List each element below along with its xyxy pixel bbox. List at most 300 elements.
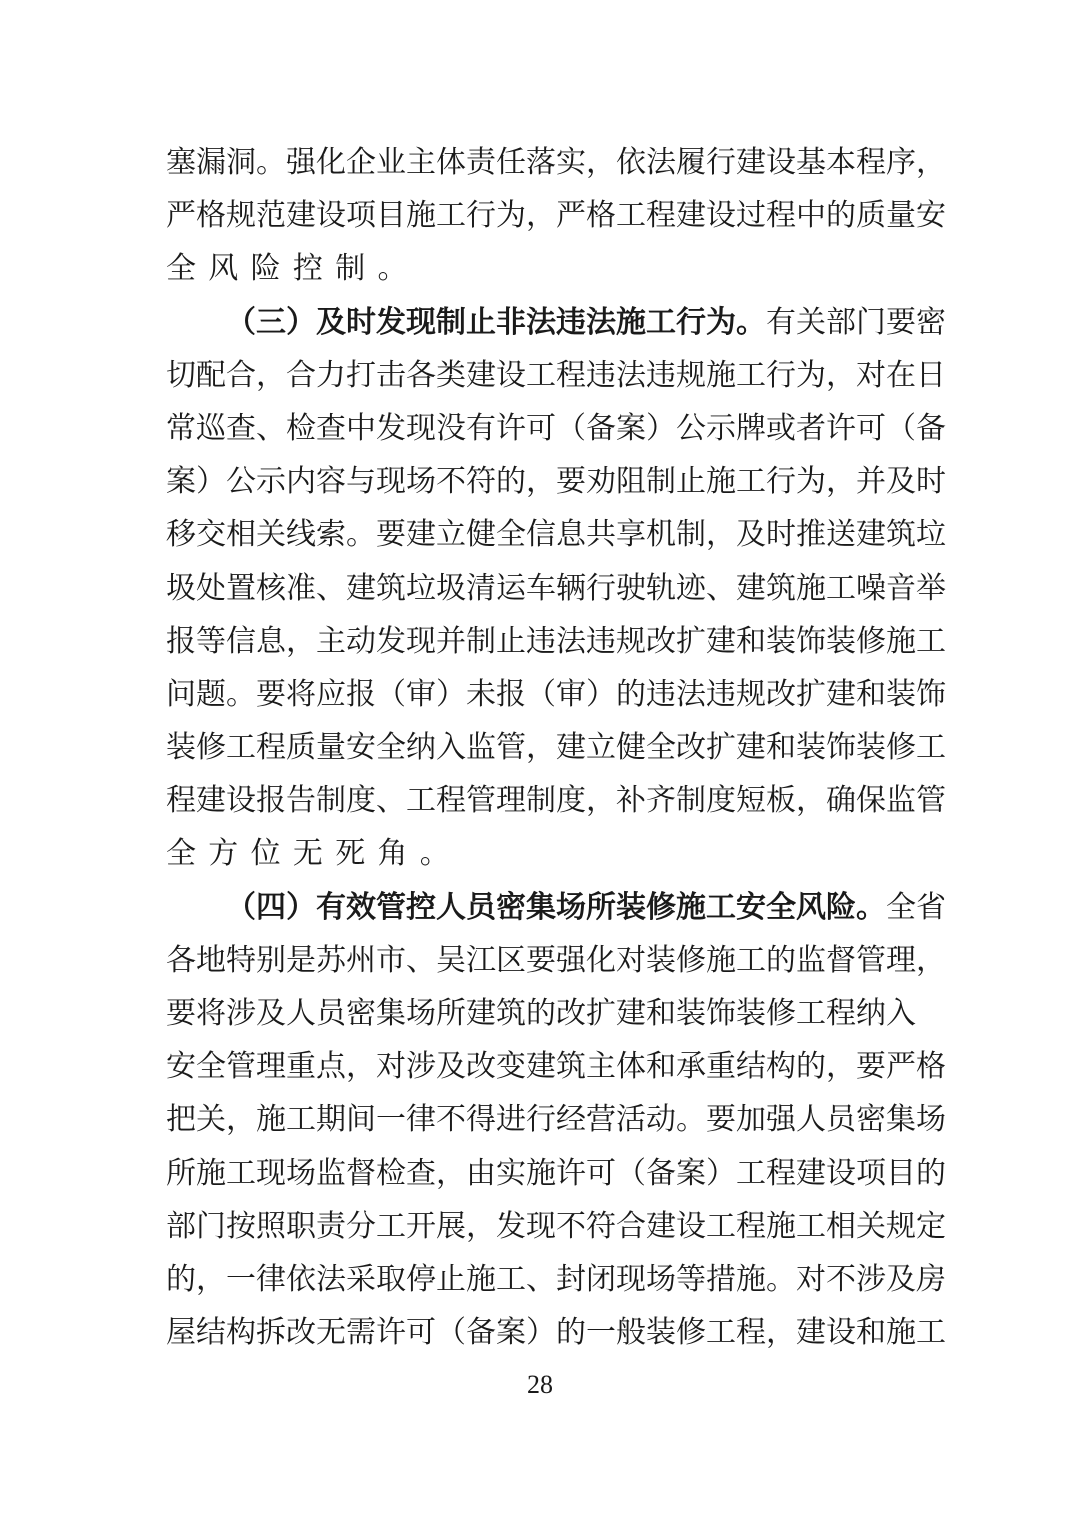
- text-char: 涉: [406, 1049, 436, 1085]
- text-char: 、: [406, 942, 436, 978]
- text-char: 要: [376, 517, 406, 553]
- text-char: 工: [706, 1315, 736, 1351]
- text-char: 本: [826, 145, 856, 180]
- text-char: 及: [736, 517, 766, 553]
- text-char: 规: [616, 623, 646, 659]
- heading-char: 非: [496, 304, 526, 340]
- text-char: 程: [826, 996, 856, 1031]
- text-char: 饰: [706, 996, 736, 1031]
- text-char: 置: [226, 570, 256, 606]
- text-char: 查: [316, 410, 346, 446]
- text-char: 体: [436, 145, 466, 180]
- text-char: 监: [466, 730, 496, 766]
- text-char: ，: [286, 623, 316, 659]
- text-line: [166, 1093, 946, 1146]
- text-line: [166, 508, 946, 561]
- text-char: 项: [346, 198, 376, 234]
- text-char: 督: [346, 1155, 376, 1191]
- text-char: 程: [856, 145, 886, 180]
- text-char: 筑: [556, 1049, 586, 1085]
- heading-char: 三: [256, 304, 286, 340]
- text-char: 类: [436, 357, 466, 393]
- text-char: 落: [526, 145, 556, 180]
- text-char: 有: [466, 410, 496, 446]
- text-char: 筑: [376, 570, 406, 606]
- text-char: ，: [706, 517, 736, 553]
- text-char: 动: [646, 1102, 676, 1138]
- text-char: 程: [166, 783, 196, 819]
- text-char: 密: [856, 1102, 886, 1138]
- text-char: 部: [166, 1208, 196, 1244]
- heading-char: 止: [466, 304, 496, 340]
- text-char: 纳: [856, 996, 886, 1031]
- text-char: 依: [616, 145, 646, 180]
- heading-char: 所: [586, 889, 616, 925]
- text-char: 分: [346, 1208, 376, 1244]
- text-char: 行: [766, 464, 796, 500]
- text-char: ）: [436, 676, 466, 712]
- text-char: 要: [166, 996, 196, 1031]
- text-char: （: [556, 410, 586, 446]
- text-char: ，: [586, 783, 616, 819]
- heading-char: 时: [346, 304, 376, 340]
- heading-char: 四: [256, 889, 286, 925]
- text-char: 设: [496, 357, 526, 393]
- text-char: 施: [706, 942, 736, 978]
- text-char: 许: [496, 410, 526, 446]
- text-char: 场: [916, 1102, 946, 1138]
- text-char: 为: [496, 198, 526, 234]
- text-char: 进: [496, 1102, 526, 1138]
- text-char: 工: [736, 357, 766, 393]
- text-char: 违: [586, 357, 616, 393]
- text-char: 工: [916, 623, 946, 659]
- text-char: ，: [466, 1208, 496, 1244]
- text-char: 定: [916, 1208, 946, 1244]
- text-char: 行: [586, 570, 616, 606]
- text-line: [166, 615, 946, 668]
- text-char: 制: [676, 517, 706, 553]
- text-char: 制: [646, 464, 676, 500]
- text-char: 照: [256, 1208, 286, 1244]
- text-char: 由: [466, 1155, 496, 1191]
- text-char: 集: [376, 996, 406, 1031]
- heading-char: 法: [526, 304, 556, 340]
- text-char: 及: [256, 996, 286, 1031]
- text-char: （: [436, 1315, 466, 1351]
- text-char: 和: [856, 676, 886, 712]
- text-char: 装: [796, 730, 826, 766]
- text-char: 履: [676, 145, 706, 180]
- heading-char: 制: [436, 304, 466, 340]
- text-line: [166, 881, 946, 934]
- text-char: 场: [406, 996, 436, 1031]
- text-char: 及: [886, 464, 916, 500]
- text-char: 现: [616, 1261, 646, 1297]
- text-char: 结: [196, 1315, 226, 1351]
- heading-char: 工: [646, 304, 676, 340]
- text-char: 审: [556, 676, 586, 712]
- heading-char: 现: [406, 304, 436, 340]
- text-char: 与: [346, 464, 376, 500]
- text-char: 为: [796, 464, 826, 500]
- text-char: 处: [196, 570, 226, 606]
- text-char: 地: [196, 942, 226, 978]
- text-char: 板: [766, 783, 796, 819]
- text-char: 工: [736, 1155, 766, 1191]
- text-char: 全: [196, 1049, 226, 1085]
- text-char: 的: [826, 198, 856, 234]
- text-char: 保: [856, 783, 886, 819]
- text-char: 各: [406, 357, 436, 393]
- text-char: 质: [856, 198, 886, 234]
- text-char: 洞: [226, 145, 256, 180]
- text-char: 度: [706, 783, 736, 819]
- text-char: 发: [496, 1208, 526, 1244]
- heading-char: 。: [856, 889, 886, 925]
- text-char: 在: [886, 357, 916, 393]
- text-char: 工: [616, 198, 646, 234]
- text-char: 基: [796, 145, 826, 180]
- text-char: 建: [856, 517, 886, 553]
- text-char: 责: [316, 1208, 346, 1244]
- text-char: 违: [526, 623, 556, 659]
- text-char: 程: [646, 198, 676, 234]
- text-char: 发: [376, 410, 406, 446]
- text-char: 场: [286, 1155, 316, 1191]
- text-char: 立: [436, 517, 466, 553]
- text-char: 房: [916, 1261, 946, 1297]
- heading-char: ）: [286, 889, 316, 925]
- text-char: ，: [526, 198, 556, 234]
- text-char: 密: [916, 304, 946, 340]
- text-char: 施: [886, 623, 916, 659]
- text-char: 阻: [616, 464, 646, 500]
- text-char: 建: [526, 1049, 556, 1085]
- text-char: 理: [256, 1049, 286, 1085]
- text-char: 工: [226, 1155, 256, 1191]
- text-char: 许: [376, 1315, 406, 1351]
- heading-char: 修: [646, 889, 676, 925]
- text-char: 驶: [616, 570, 646, 606]
- text-char: 过: [736, 198, 766, 234]
- text-line: [166, 668, 946, 721]
- text-char: 采: [346, 1261, 376, 1297]
- text-char: 要: [256, 676, 286, 712]
- text-char: 程: [766, 1155, 796, 1191]
- text-char: 入: [886, 996, 916, 1031]
- text-char: 规: [886, 1208, 916, 1244]
- text-char: 改: [646, 623, 676, 659]
- text-char: 信: [226, 623, 256, 659]
- text-char: 监: [886, 783, 916, 819]
- text-char: 程: [766, 198, 796, 234]
- text-line: [166, 1147, 946, 1200]
- text-char: 人: [796, 1102, 826, 1138]
- text-char: 装: [736, 996, 766, 1031]
- text-char: 程: [256, 730, 286, 766]
- text-char: 的: [556, 1315, 586, 1351]
- text-line: [166, 136, 946, 189]
- text-char: 规: [736, 676, 766, 712]
- text-char: 常: [166, 410, 196, 446]
- text-char: 得: [466, 1102, 496, 1138]
- text-char: 止: [436, 1261, 466, 1297]
- text-char: 施: [736, 1261, 766, 1297]
- text-char: 送: [826, 517, 856, 553]
- text-char: 饰: [796, 623, 826, 659]
- text-char: 工: [376, 1208, 406, 1244]
- text-char: 示: [256, 464, 286, 500]
- text-char: 题: [196, 676, 226, 712]
- text-char: 息: [556, 517, 586, 553]
- text-char: 可: [526, 410, 556, 446]
- text-char: 准: [286, 570, 316, 606]
- text-char: 工: [736, 942, 766, 978]
- text-char: 责: [466, 145, 496, 180]
- text-char: 饰: [826, 730, 856, 766]
- text-char: 施: [766, 1208, 796, 1244]
- text-char: 施: [256, 1102, 286, 1138]
- text-char: 建: [196, 783, 226, 819]
- heading-char: （: [226, 304, 256, 340]
- text-char: 止: [676, 464, 706, 500]
- text-char: （: [376, 676, 406, 712]
- text-char: 合: [286, 357, 316, 393]
- text-char: ，: [526, 464, 556, 500]
- heading-char: 法: [586, 304, 616, 340]
- text-char: 员: [316, 996, 346, 1031]
- text-char: 人: [286, 996, 316, 1031]
- text-char: 公: [676, 410, 706, 446]
- text-char: 运: [496, 570, 526, 606]
- text-char: 修: [676, 1315, 706, 1351]
- heading-char: 安: [736, 889, 766, 925]
- text-char: 不: [826, 1261, 856, 1297]
- text-char: 装: [886, 676, 916, 712]
- text-char: 员: [826, 1102, 856, 1138]
- text-line: [166, 242, 916, 295]
- text-line: [166, 934, 946, 987]
- text-char: 实: [496, 1155, 526, 1191]
- text-char: 化: [586, 942, 616, 978]
- text-char: 工: [436, 198, 466, 234]
- text-char: 工: [826, 570, 856, 606]
- text-char: 装: [766, 623, 796, 659]
- text-char: 查: [406, 1155, 436, 1191]
- text-char: 程: [736, 1315, 766, 1351]
- text-char: 、: [376, 783, 406, 819]
- text-char: 管: [856, 942, 886, 978]
- heading-char: 全: [766, 889, 796, 925]
- text-char: 取: [376, 1261, 406, 1297]
- text-char: 行: [526, 1102, 556, 1138]
- text-char: 一: [226, 1261, 256, 1297]
- text-char: 建: [556, 730, 586, 766]
- text-char: 报: [496, 676, 526, 712]
- text-char: 规: [676, 357, 706, 393]
- heading-char: 效: [346, 889, 376, 925]
- text-char: 工: [706, 1208, 736, 1244]
- text-line: [166, 562, 946, 615]
- text-char: 工: [736, 464, 766, 500]
- text-char: 可: [586, 1155, 616, 1191]
- text-char: 法: [676, 676, 706, 712]
- text-char: 的: [766, 942, 796, 978]
- text-char: 报: [346, 676, 376, 712]
- text-char: 省: [916, 889, 946, 925]
- text-char: 纳: [406, 730, 436, 766]
- text-char: 度: [346, 783, 376, 819]
- text-char: 营: [586, 1102, 616, 1138]
- text-char: 修: [886, 730, 916, 766]
- text-char: 工: [286, 1102, 316, 1138]
- heading-char: 集: [526, 889, 556, 925]
- heading-char: 管: [376, 889, 406, 925]
- text-char: 建: [676, 198, 706, 234]
- text-char: 筑: [496, 996, 526, 1031]
- text-char: 案: [166, 464, 196, 500]
- text-char: 别: [256, 942, 286, 978]
- text-char: 部: [826, 304, 856, 340]
- text-char: 符: [586, 1208, 616, 1244]
- text-char: 行: [706, 145, 736, 180]
- text-char: 、: [706, 570, 736, 606]
- text-char: 确: [826, 783, 856, 819]
- text-char: 关: [856, 1208, 886, 1244]
- text-char: 关: [796, 304, 826, 340]
- text-char: 集: [886, 1102, 916, 1138]
- text-char: 、: [316, 570, 346, 606]
- heading-char: （: [226, 889, 256, 925]
- text-char: ，: [796, 783, 826, 819]
- text-char: 依: [286, 1261, 316, 1297]
- text-char: 装: [646, 1315, 676, 1351]
- text-char: 和: [646, 996, 676, 1031]
- text-char: 。: [226, 676, 256, 712]
- text-char: 不: [436, 464, 466, 500]
- text-char: 健: [616, 730, 646, 766]
- heading-char: 险: [826, 889, 856, 925]
- text-char: 按: [226, 1208, 256, 1244]
- text-char: 扩: [796, 676, 826, 712]
- text-char: 备: [646, 1155, 676, 1191]
- text-char: 补: [616, 783, 646, 819]
- text-char: 市: [376, 942, 406, 978]
- text-char: 制: [466, 623, 496, 659]
- text-char: 构: [766, 1049, 796, 1085]
- text-char: 修: [676, 942, 706, 978]
- text-char: 施: [466, 1261, 496, 1297]
- line-text: 全方位无死角。: [166, 836, 463, 872]
- text-char: 全: [496, 517, 526, 553]
- text-char: 措: [706, 1261, 736, 1297]
- text-char: 企: [346, 145, 376, 180]
- text-char: 交: [196, 517, 226, 553]
- text-char: 装: [676, 996, 706, 1031]
- text-char: 止: [496, 623, 526, 659]
- text-char: 。: [256, 145, 286, 180]
- text-char: 严: [556, 198, 586, 234]
- text-char: 场: [406, 464, 436, 500]
- text-char: 度: [556, 783, 586, 819]
- text-char: 密: [346, 996, 376, 1031]
- text-char: 涉: [856, 1261, 886, 1297]
- text-char: 扩: [706, 730, 736, 766]
- text-char: 噪: [856, 570, 886, 606]
- text-char: 和: [766, 730, 796, 766]
- text-char: 苏: [316, 942, 346, 978]
- text-char: 报: [256, 783, 286, 819]
- text-char: 要: [526, 942, 556, 978]
- text-char: 安: [916, 198, 946, 234]
- text-char: 中: [346, 410, 376, 446]
- text-char: （: [526, 676, 556, 712]
- heading-char: 装: [616, 889, 646, 925]
- text-char: 强: [286, 145, 316, 180]
- text-char: 切: [166, 357, 196, 393]
- text-char: 装: [826, 623, 856, 659]
- text-char: ，: [436, 1155, 466, 1191]
- text-line: [166, 349, 946, 402]
- text-char: 现: [526, 1208, 556, 1244]
- text-char: 违: [646, 357, 676, 393]
- text-char: 饰: [916, 676, 946, 712]
- text-char: 享: [616, 517, 646, 553]
- text-char: 制: [676, 783, 706, 819]
- text-char: 合: [226, 357, 256, 393]
- text-char: 备: [586, 410, 616, 446]
- text-char: 未: [466, 676, 496, 712]
- text-char: 是: [286, 942, 316, 978]
- text-char: 案: [496, 1315, 526, 1351]
- text-char: 清: [466, 570, 496, 606]
- text-char: 重: [706, 1049, 736, 1085]
- text-char: 封: [556, 1261, 586, 1297]
- text-char: ）: [196, 464, 226, 500]
- text-char: 检: [376, 1155, 406, 1191]
- text-char: 扩: [676, 623, 706, 659]
- text-char: 改: [766, 676, 796, 712]
- text-char: 配: [196, 357, 226, 393]
- text-char: 备: [916, 410, 946, 446]
- text-char: 劝: [586, 464, 616, 500]
- text-char: 关: [196, 1102, 226, 1138]
- text-char: 程: [556, 357, 586, 393]
- text-char: 制: [316, 783, 346, 819]
- text-char: 任: [496, 145, 526, 180]
- text-char: 需: [346, 1315, 376, 1351]
- text-char: 将: [196, 996, 226, 1031]
- text-char: 筑: [886, 517, 916, 553]
- text-line: [166, 827, 916, 880]
- text-char: 江: [466, 942, 496, 978]
- text-char: 设: [316, 198, 346, 234]
- text-char: 相: [826, 1208, 856, 1244]
- text-char: 并: [436, 623, 466, 659]
- text-char: 要: [706, 1102, 736, 1138]
- text-char: 巡: [196, 410, 226, 446]
- text-char: 建: [736, 730, 766, 766]
- text-char: 门: [856, 304, 886, 340]
- text-char: 垃: [916, 517, 946, 553]
- text-char: 改: [286, 1315, 316, 1351]
- text-char: 设: [676, 1208, 706, 1244]
- text-char: 圾: [436, 570, 466, 606]
- heading-char: 员: [466, 889, 496, 925]
- text-char: ，: [766, 1315, 796, 1351]
- text-char: 健: [466, 517, 496, 553]
